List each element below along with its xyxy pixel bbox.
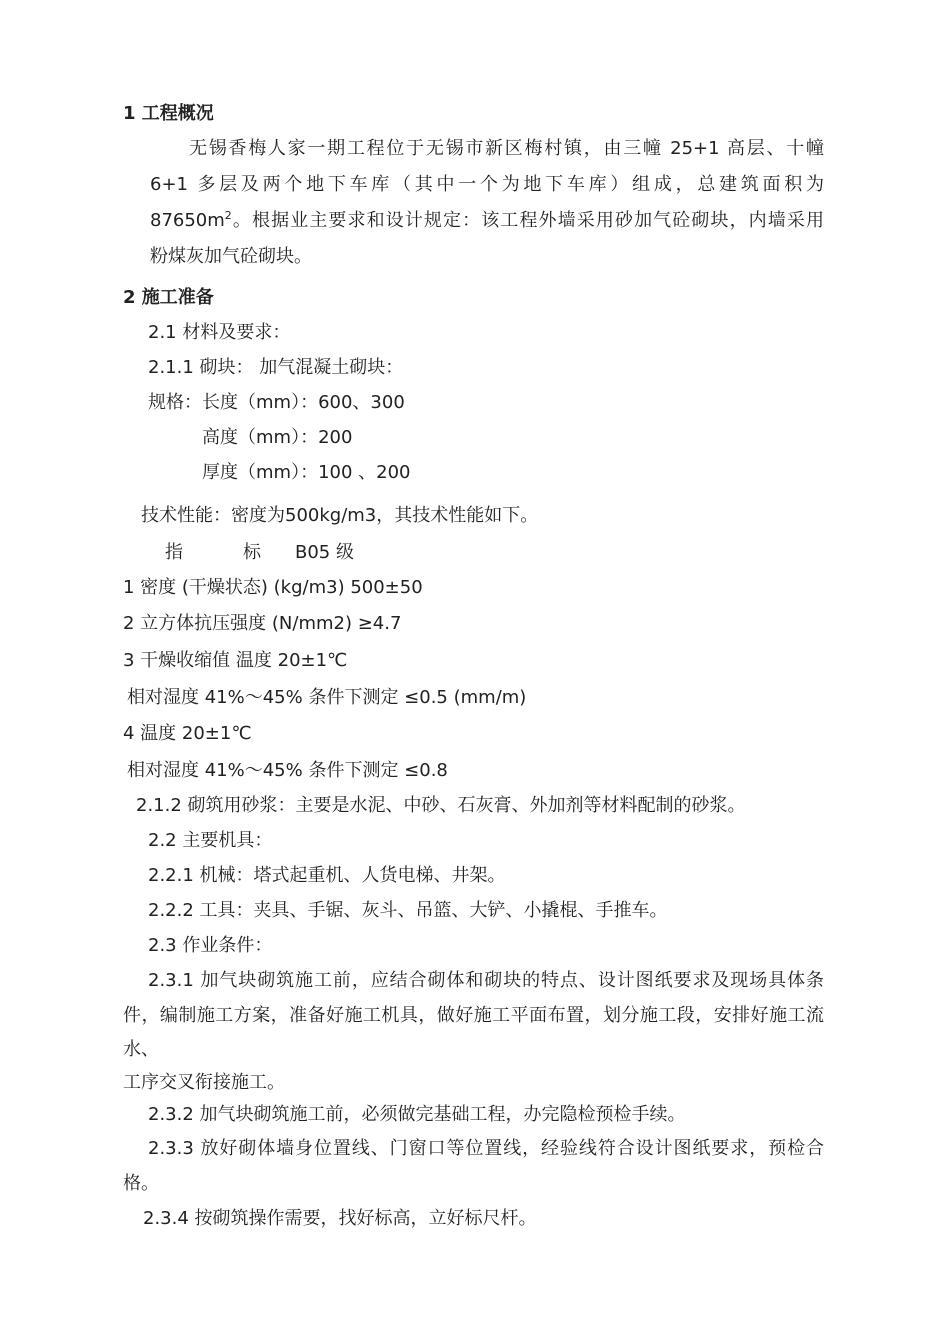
condition-2-3-3-line-1: 2.3.3 放好砌体墙身位置线、门窗口等位置线，经验线符合设计图纸要求，预检合: [148, 1138, 824, 1159]
materials-heading: 2.1 材料及要求：: [148, 322, 291, 343]
property-4-temperature: 4 温度 20±1℃: [123, 723, 252, 744]
block-item: 2.1.1 砌块： 加气混凝土砌块：: [148, 357, 404, 378]
table-header-biao: 标: [243, 542, 261, 563]
condition-2-3-4: 2.3.4 按砌筑操作需要，找好标高，立好标尺杆。: [143, 1208, 537, 1229]
table-header-zhi: 指: [165, 542, 183, 563]
property-density: 1 密度 (干燥状态) (kg/m3) 500±50: [123, 577, 423, 598]
area-value: 87650m: [150, 210, 225, 231]
section-1-heading: 1 工程概况: [123, 103, 214, 124]
overview-paragraph-line-2: 6+1 多层及两个地下车库（其中一个为地下车库）组成，总建筑面积为: [150, 174, 824, 195]
condition-2-3-3-line-2: 格。: [123, 1173, 159, 1194]
overview-paragraph-line-3: [150, 209, 824, 233]
condition-2-3-1-line-1: 2.3.1 加气块砌筑施工前，应结合砌体和砌块的特点、设计图纸要求及现场具体条: [148, 970, 824, 991]
condition-2-3-1-line-4: 工序交叉衔接施工。: [123, 1072, 285, 1093]
work-conditions-heading: 2.3 作业条件：: [148, 935, 273, 956]
table-header-grade: B05 级: [295, 542, 354, 563]
tech-performance: 技术性能：密度为500kg/m3，其技术性能如下。: [141, 505, 539, 526]
condition-2-3-1-line-3: 水、: [123, 1039, 159, 1060]
tools-item: 2.2.2 工具：夹具、手锯、灰斗、吊篮、大铲、小撬棍、手推车。: [148, 900, 668, 921]
property-drying-shrinkage: 3 干燥收缩值 温度 20±1℃: [123, 650, 348, 671]
overview-paragraph-line-4: 粉煤灰加气砼砌块。: [150, 246, 312, 267]
overview-line-3-rest: 。根据业主要求和设计规定：该工程外墙采用砂加气砼砌块，内墙采用: [231, 210, 824, 231]
property-drying-shrinkage-condition: 相对湿度 41%～45% 条件下测定 ≤0.5 (mm/m): [127, 687, 527, 708]
mortar-item: 2.1.2 砌筑用砂浆：主要是水泥、中砂、石灰膏、外加剂等材料配制的砂浆。: [136, 795, 746, 816]
section-2-heading: 2 施工准备: [123, 287, 214, 308]
spec-thickness: 厚度（mm）：100 、200: [202, 462, 411, 483]
condition-2-3-1-line-2: 件，编制施工方案，准备好施工机具，做好施工平面布置，划分施工段，安排好施工流: [123, 1005, 824, 1026]
machinery-item: 2.2.1 机械：塔式起重机、人货电梯、井架。: [148, 865, 506, 886]
spec-length: 规格：长度（mm）：600、300: [148, 392, 405, 413]
area-unit-superscript: 2: [224, 209, 232, 222]
spec-height: 高度（mm）：200: [202, 427, 353, 448]
condition-2-3-2: 2.3.2 加气块砌筑施工前，必须做完基础工程，办完隐检预检手续。: [148, 1104, 686, 1125]
property-compressive-strength: 2 立方体抗压强度 (N/mm2) ≥4.7: [123, 613, 402, 634]
overview-paragraph-line-1: 无锡香梅人家一期工程位于无锡市新区梅村镇，由三幢 25+1 高层、十幢: [189, 138, 824, 159]
property-4-condition: 相对湿度 41%～45% 条件下测定 ≤0.8: [127, 760, 448, 781]
equipment-heading: 2.2 主要机具：: [148, 830, 273, 851]
